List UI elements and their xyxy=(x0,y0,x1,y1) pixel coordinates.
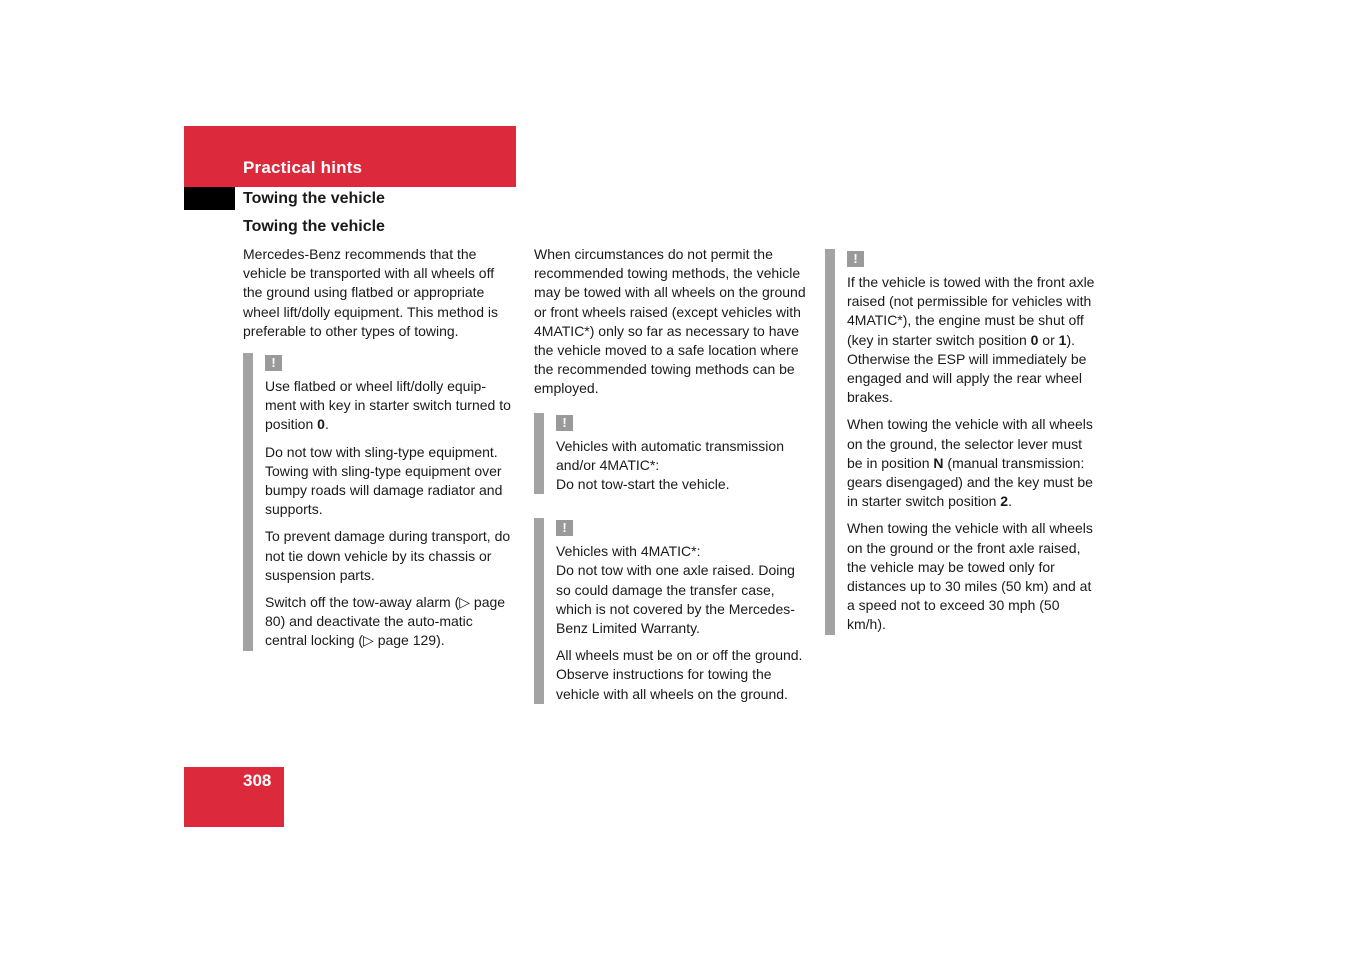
note-paragraph: To prevent damage during transport, do not tie down vehicle by its chassis or suspension parts. xyxy=(265,528,511,583)
note-paragraph: Do not tow with sling-type equipment. Towing with sling-type equipment over bumpy roads will damage radiator and supports. xyxy=(265,443,503,518)
column-2 xyxy=(534,245,806,708)
column-1 xyxy=(243,245,515,655)
warning-icon: ! xyxy=(847,251,864,267)
caution-note xyxy=(534,518,806,704)
subsection-title: Towing the vehicle xyxy=(243,218,385,235)
caution-note xyxy=(534,413,806,495)
note-bar xyxy=(534,413,544,495)
note-paragraph: Vehicles with 4MATIC*: Do not tow with one axle raised. Doing so could damage the transfer case, which is not covered by the Mercedes-Benz Limited Warranty. xyxy=(556,543,795,637)
note-bar xyxy=(243,353,253,651)
note-paragraph: When towing the vehicle with all wheels on the ground or the front axle raised, the vehicle may be towed only for distances up to 30 miles (50 km) and at a speed not to exceed 30 mph (50 km/h). xyxy=(847,520,1093,633)
warning-icon: ! xyxy=(265,355,282,371)
warning-icon: ! xyxy=(556,415,573,431)
note-paragraph: If the vehicle is towed with the front axle raised (not permissible for vehicles with 4MATIC*), the engine must be shut off (key in starter switch position 0 or 1). Otherwise the ESP will immediately be engaged and will apply the rear wheel brakes. xyxy=(847,274,1095,406)
note-paragraph: Use flatbed or wheel lift/dolly equip-ment with key in starter switch turned to position 0. xyxy=(265,378,511,433)
section-title: Towing the vehicle xyxy=(243,190,385,207)
caution-note xyxy=(243,353,515,651)
note-bar xyxy=(825,249,835,635)
section-marker xyxy=(184,187,235,210)
note-paragraph: When towing the vehicle with all wheels on the ground, the selector lever must be in position N (manual transmission: gears disengaged) and the key must be in starter switch position 2. xyxy=(847,416,1093,510)
note-paragraph: Switch off the tow-away alarm (▷ page 80) and deactivate the auto-matic central locking (▷ page 129). xyxy=(265,594,506,649)
warning-icon: ! xyxy=(556,520,573,536)
note-paragraph: Vehicles with automatic transmission and/or 4MATIC*: Do not tow-start the vehicle. xyxy=(556,437,784,493)
note-bar xyxy=(534,518,544,704)
column-3 xyxy=(825,245,1097,639)
note-paragraph: All wheels must be on or off the ground. Observe instructions for towing the vehicle with all wheels on the ground. xyxy=(556,647,803,702)
chapter-title: Practical hints xyxy=(243,158,363,177)
page-number: 308 xyxy=(243,771,272,790)
intro-paragraph: When circumstances do not permit the recommended towing methods, the vehicle may be towed with all wheels on the ground or front wheels raised (except vehicles with 4MATIC*) only so far as necessary to have the vehicle moved to a safe location where the recommended towing methods can be employed. xyxy=(534,246,806,397)
caution-note xyxy=(825,249,1097,635)
intro-paragraph: Mercedes-Benz recommends that the vehicle be transported with all wheels off the ground using flatbed or appropriate wheel lift/dolly equipment. This method is preferable to other types of towing. xyxy=(243,246,498,339)
